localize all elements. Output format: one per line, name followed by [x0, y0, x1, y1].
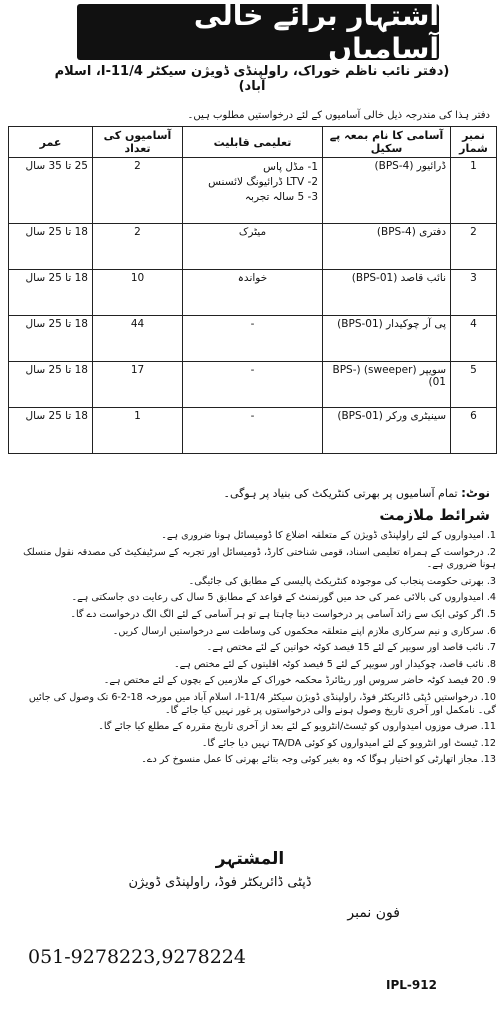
col-header-count: آسامیوں کی تعداد	[93, 127, 183, 158]
phone-label: فون نمبر	[347, 905, 400, 921]
condition-item: 6. سرکاری و نیم سرکاری ملازم اپنے متعلقہ محکموں کی وساطت سے درخواستیں ارسال کریں۔	[112, 625, 496, 637]
serial-cell: 6	[451, 408, 497, 454]
count-cell: 10	[93, 270, 183, 316]
ad-title-banner: اشتہار برائے خالی آسامیاں	[77, 4, 439, 60]
qualification-cell: -	[183, 408, 323, 454]
post-cell: سویپر (sweeper) (BPS-01)	[323, 362, 451, 408]
col-header-post: آسامی کا نام بمعہ پے سکیل	[323, 127, 451, 158]
age-cell: 18 تا 25 سال	[9, 408, 93, 454]
col-header-qualification: تعلیمی قابلیت	[183, 127, 323, 158]
condition-item: 9. 20 فیصد کوٹہ حاضر سروس اور ریٹائرڈ محکمہ خوراک کے ملازمین کے بچوں کے لئے مختص ہے۔	[103, 675, 496, 687]
post-cell: ڈرائیور (BPS-4)	[323, 158, 451, 224]
qualification-line: 2- LTV ڈرائیونگ لائسنس	[208, 176, 318, 188]
intro-text: دفتر ہذا کی مندرجہ ذیل خالی آسامیوں کے لئے درخواستیں مطلوب ہیں۔	[187, 110, 490, 121]
table-header-row	[9, 127, 497, 158]
serial-cell: 4	[451, 316, 497, 362]
count-cell: 17	[93, 362, 183, 408]
post-cell: پی آر چوکیدار (BPS-01)	[323, 316, 451, 362]
note-text: تمام آسامیوں پر بھرتی کنٹریکٹ کی بنیاد پر ہوگی۔	[223, 487, 458, 500]
count-cell: 1	[93, 408, 183, 454]
condition-item: 10. درخواستیں ڈپٹی ڈائریکٹر فوڈ، راولپنڈی ڈویژن سیکٹر I-11/4، اسلام آباد میں مورخہ 18-2-6 تک وصول کی جائیں گی۔ نامکمل اور آخری تاریخ وصول ہونے والی درخواستوں پر غور نہیں کیا جائے گا۔	[28, 691, 496, 716]
table-row	[9, 408, 497, 454]
post-cell: نائب قاصد (BPS-01)	[323, 270, 451, 316]
serial-cell: 3	[451, 270, 497, 316]
vacancies-table	[8, 126, 497, 454]
note-label: نوٹ:	[461, 486, 490, 500]
col-header-age: عمر	[9, 127, 93, 158]
condition-item: 3. بھرتی حکومت پنجاب کی موجودہ کنٹریکٹ پالیسی کے مطابق کی جائیگی۔	[188, 575, 496, 587]
conditions-list	[16, 530, 496, 771]
advertiser-label: المشتہر	[215, 849, 285, 869]
conditions-heading: شرائط ملازمت	[379, 506, 490, 524]
table-row	[9, 362, 497, 408]
qualification-cell: -	[183, 316, 323, 362]
count-cell: 2	[93, 158, 183, 224]
table-row	[9, 158, 497, 224]
table-row	[9, 316, 497, 362]
qualification-line: 1- مڈل پاس	[263, 161, 318, 173]
ad-code: IPL-912	[386, 978, 437, 992]
table-row	[9, 224, 497, 270]
condition-item: 11. صرف موزوں امیدواروں کو ٹیسٹ/انٹرویو کے لئے بعد از آخری تاریخ مقررہ کے مطلع کیا جائے گا۔	[98, 721, 496, 733]
condition-item: 4. امیدواروں کی بالائی عمر کی حد میں گورنمنٹ کے قواعد کے مطابق 5 سال کی رعایت دی جاسکتی ہے۔	[71, 592, 496, 604]
qualification-cell: میٹرک	[183, 224, 323, 270]
qualification-cell	[183, 158, 323, 224]
condition-item: 12. ٹیسٹ اور انٹرویو کے لئے امیدواروں کو کوئی TA/DA نہیں دیا جائے گا۔	[201, 737, 496, 749]
col-header-serial: نمبر شمار	[451, 127, 497, 158]
condition-item: 7. نائب قاصد اور سویپر کے لئے 15 فیصد کوٹہ خواتین کے لئے مختص ہے۔	[206, 642, 496, 654]
age-cell: 18 تا 25 سال	[9, 362, 93, 408]
issuing-office: ڈپٹی ڈائریکٹر فوڈ، راولپنڈی ڈویژن	[128, 875, 312, 890]
post-cell: دفتری (BPS-4)	[323, 224, 451, 270]
post-cell: سینیٹری ورکر (BPS-01)	[323, 408, 451, 454]
count-cell: 44	[93, 316, 183, 362]
condition-item: 8. نائب قاصد، چوکیدار اور سویپر کے لئے 5 فیصد کوٹہ اقلیتوں کے لئے مختص ہے۔	[174, 658, 496, 670]
serial-cell: 5	[451, 362, 497, 408]
note	[20, 486, 490, 500]
qualification-cell: -	[183, 362, 323, 408]
condition-item: 13. مجاز اتھارٹی کو اختیار ہوگا کہ وہ بغیر کوئی وجہ بتائے بھرتی کا عمل منسوخ کر دے۔	[141, 754, 496, 766]
age-cell: 18 تا 25 سال	[9, 316, 93, 362]
serial-cell: 2	[451, 224, 497, 270]
condition-item: 2. درخواست کے ہمراہ تعلیمی اسناد، قومی شناختی کارڈ، ڈومیسائل اور تجربہ کے سرٹیفکیٹ کی مصدقہ نقول منسلک ہونا ضروری ہے۔	[23, 546, 496, 571]
table-row	[9, 270, 497, 316]
office-subtitle: (دفتر نائب ناظم خوراک، راولپنڈی ڈویژن سیکٹر I-11/4، اسلام آباد)	[54, 64, 450, 94]
age-cell: 25 تا 35 سال	[9, 158, 93, 224]
qualification-cell: خواندہ	[183, 270, 323, 316]
condition-item: 1. امیدواروں کے لئے راولپنڈی ڈویژن کے متعلقہ اضلاع کا ڈومیسائل ہونا ضروری ہے۔	[161, 530, 496, 541]
condition-item: 5. اگر کوئی ایک سے زائد آسامی پر درخواست دینا چاہتا ہے تو ہر آسامی کے لئے الگ الگ درخواست دے گا۔	[70, 608, 496, 620]
count-cell: 2	[93, 224, 183, 270]
phone-number: 051-9278223,9278224	[28, 946, 246, 968]
age-cell: 18 تا 25 سال	[9, 224, 93, 270]
serial-cell: 1	[451, 158, 497, 224]
age-cell: 18 تا 25 سال	[9, 270, 93, 316]
qualification-line: 3- 5 سالہ تجربہ	[244, 191, 318, 203]
